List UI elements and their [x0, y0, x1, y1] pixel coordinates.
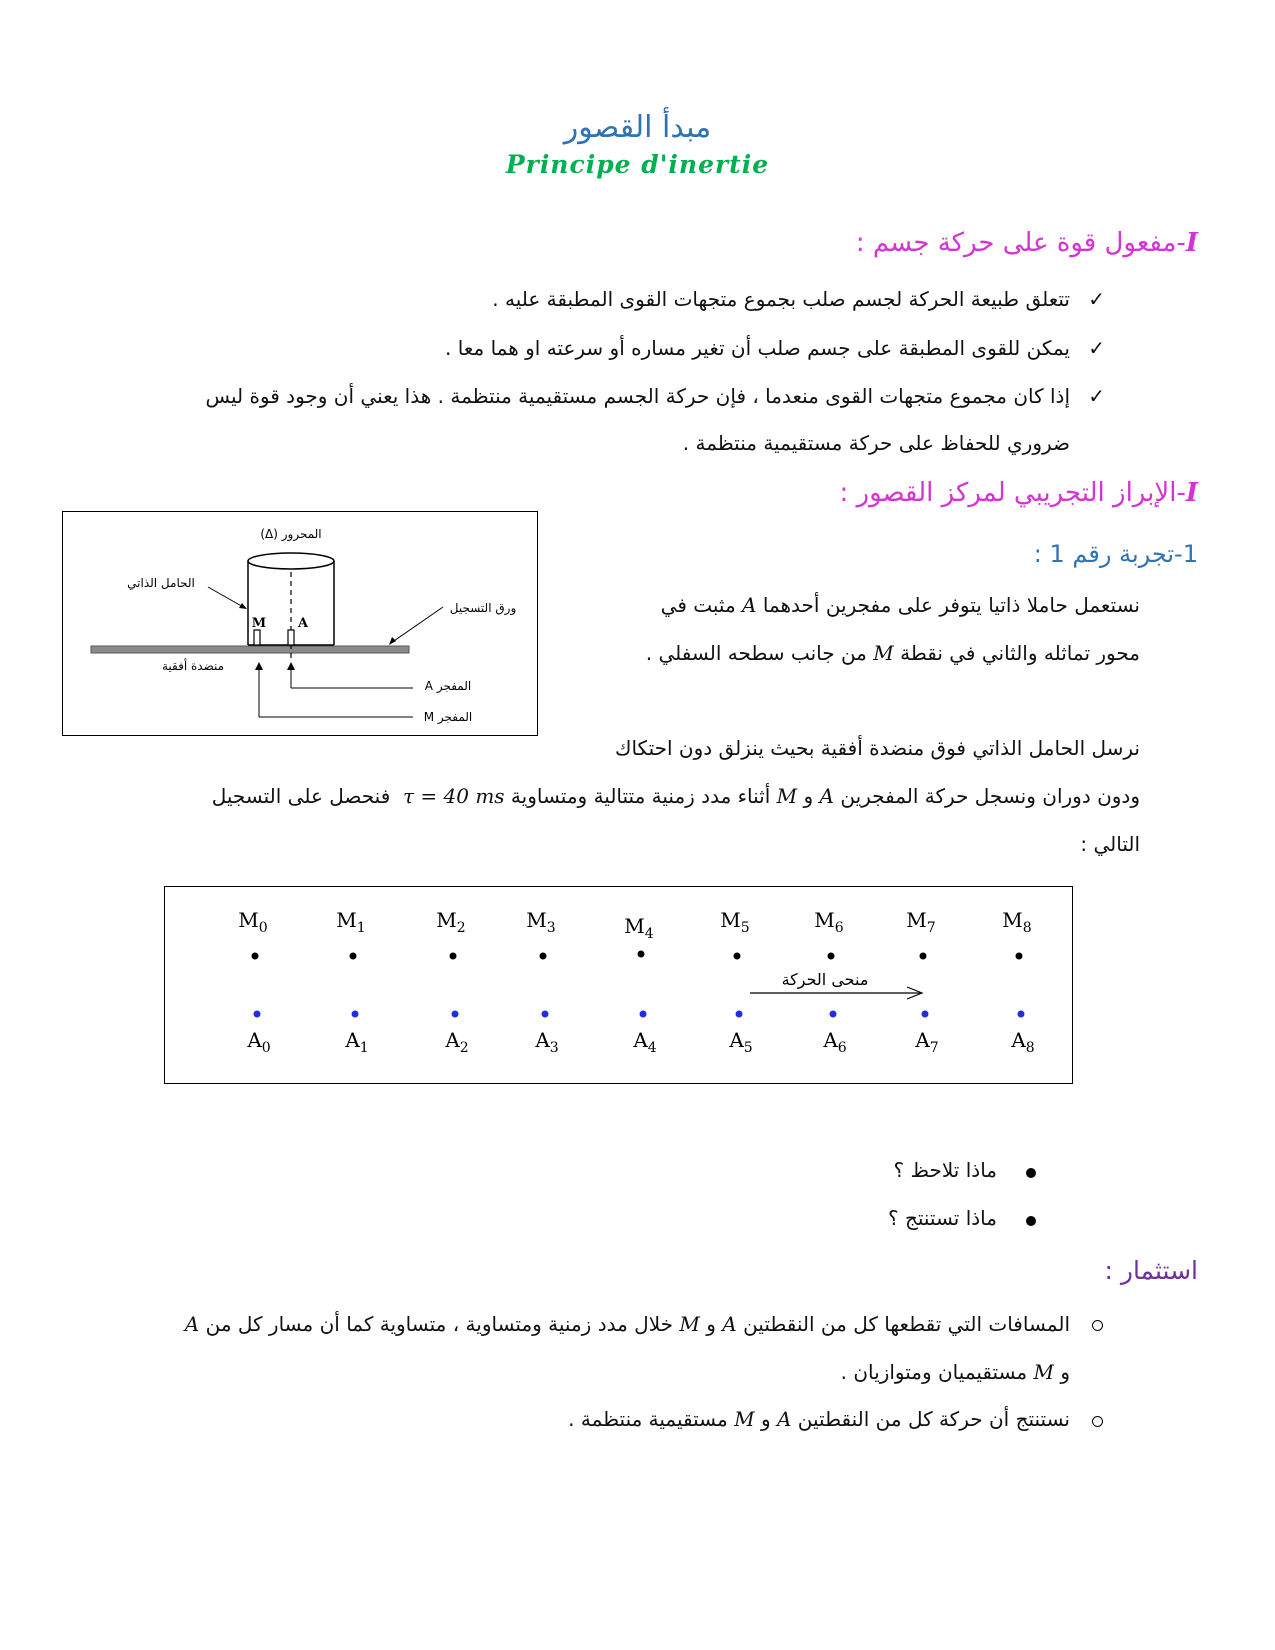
- bullet-3: إذا كان مجموع متجهات القوى منعدما ، فإن حركة الجسم مستقيمية منتظمة . هذا يعني أن وجود قوة ليس: [205, 384, 1070, 408]
- spark-m-label: المفجر M: [423, 710, 473, 724]
- section1-heading-text: -مفعول قوة على حركة جسم :: [855, 228, 1186, 258]
- a-point-label: $A_0$: [247, 1028, 271, 1056]
- checkmark-icon: ✓: [1088, 287, 1105, 311]
- paragraph2-line2: ودون دوران ونسجل حركة المفجرين A و M أثناء مدد زمنية متتالية ومتساوية τ = 40 ms فنحصل على التسجيل: [211, 784, 1140, 808]
- m-point-label: $M_8$: [1002, 908, 1032, 936]
- point-a-label: A: [297, 616, 309, 631]
- circle-bullet-icon: [1092, 1416, 1103, 1427]
- exploitation-item2: نستنتج أن حركة كل من النقطتين A و M مستقيمية منتظمة .: [568, 1407, 1070, 1431]
- m-point-dot: [1016, 953, 1023, 960]
- a-point-label: $A_2$: [445, 1028, 469, 1056]
- a-point-dot: [452, 1011, 459, 1018]
- question-2: ماذا تستنتج ؟: [887, 1206, 997, 1230]
- experiment1-title: 1-تجربة رقم 1 :: [1033, 540, 1198, 568]
- m-point-label: $M_4$: [624, 914, 654, 942]
- a-point-label: $A_4$: [633, 1028, 657, 1056]
- page-title: مبدأ القصور: [563, 110, 712, 145]
- m-point-label: $M_7$: [906, 908, 936, 936]
- a-point-dot: [830, 1011, 837, 1018]
- carrier-label: الحامل الذاتي: [127, 576, 195, 590]
- exploitation-item1-line2: و M مستقيميان ومتوازيان .: [840, 1360, 1070, 1384]
- checkmark-icon: ✓: [1088, 336, 1105, 360]
- paragraph1-line2: محور تماثله والثاني في نقطة M من جانب سطحه السفلي .: [645, 641, 1140, 665]
- m-point-dot: [638, 951, 645, 958]
- a-point-label: $A_8$: [1011, 1028, 1035, 1056]
- section2-heading-number: I: [1185, 478, 1198, 508]
- section2-heading-text: -الإبراز التجريبي لمركز القصور :: [839, 478, 1186, 508]
- table-label: منضدة أفقية: [161, 659, 225, 673]
- question-1: ماذا تلاحظ ؟: [893, 1158, 997, 1182]
- m-point-dot: [734, 953, 741, 960]
- m-point-dot: [450, 953, 457, 960]
- point-m-label: M: [251, 616, 267, 631]
- table-surface: [91, 646, 409, 653]
- a-point-label: $A_3$: [535, 1028, 559, 1056]
- m-point-dot: [920, 953, 927, 960]
- bullet-1: تتعلق طبيعة الحركة لجسم صلب بجموع متجهات القوى المطبقة عليه .: [492, 287, 1070, 311]
- exploitation-title: استثمار :: [1104, 1256, 1198, 1285]
- m-point-label: $M_1$: [336, 908, 366, 936]
- a-point-label: $A_7$: [915, 1028, 939, 1056]
- a-point-dot: [1018, 1011, 1025, 1018]
- m-point-label: $M_2$: [436, 908, 466, 936]
- direction-label: منحى الحركة: [781, 970, 869, 989]
- m-point-dot: [350, 953, 357, 960]
- a-point-dot: [542, 1011, 549, 1018]
- paragraph2-line1: نرسل الحامل الذاتي فوق منضدة أفقية بحيث ينزلق دون احتكاك: [614, 736, 1140, 760]
- a-point-label: $A_1$: [345, 1028, 369, 1056]
- carrier-top: [248, 553, 334, 569]
- circle-bullet-icon: [1092, 1320, 1103, 1331]
- m-point-dot: [252, 953, 259, 960]
- axis-label: المحرور (Δ): [260, 527, 322, 541]
- page-subtitle: Principe d'inertie: [505, 150, 770, 179]
- m-point-dot: [540, 953, 547, 960]
- checkmark-icon: ✓: [1088, 384, 1105, 408]
- m-point-label: $M_3$: [526, 908, 556, 936]
- spark-a-label: المفجر A: [424, 679, 472, 693]
- apparatus-figure: [62, 511, 538, 736]
- m-point-label: $M_0$: [238, 908, 268, 936]
- m-point-label: $M_5$: [720, 908, 750, 936]
- bullet-2: يمكن للقوى المطبقة على جسم صلب أن تغير مساره أو سرعته او هما معا .: [445, 336, 1070, 360]
- bullet-dot-icon: [1026, 1216, 1036, 1226]
- paragraph1-line1: نستعمل حاملا ذاتيا يتوفر على مفجرين أحدهما A مثبت في: [660, 593, 1140, 617]
- bullet-dot-icon: [1026, 1168, 1036, 1178]
- section1-heading: [856, 228, 1198, 258]
- exploitation-item1-line1: المسافات التي تقطعها كل من النقطتين A و M خلال مدد زمنية ومتساوية ، متساوية كما أن مسار كل من A: [184, 1312, 1070, 1336]
- a-point-label: $A_6$: [823, 1028, 847, 1056]
- recording-figure: [164, 886, 1073, 1084]
- a-point-dot: [736, 1011, 743, 1018]
- recording-diagram: [165, 887, 1072, 1083]
- m-point-label: $M_6$: [814, 908, 844, 936]
- paper-label: ورق التسجيل: [449, 601, 517, 615]
- section1-heading-number: I: [1185, 228, 1198, 258]
- m-point-dot: [828, 953, 835, 960]
- paragraph2-line3: التالي :: [1080, 832, 1140, 856]
- a-point-dot: [922, 1011, 929, 1018]
- a-point-dot: [640, 1011, 647, 1018]
- apparatus-diagram: [63, 512, 537, 735]
- bullet-3-continued: ضروري للحفاظ على حركة مستقيمية منتظمة .: [682, 431, 1070, 455]
- a-point-dot: [254, 1011, 261, 1018]
- a-point-dot: [352, 1011, 359, 1018]
- a-point-label: $A_5$: [729, 1028, 753, 1056]
- section2-heading: [839, 478, 1198, 508]
